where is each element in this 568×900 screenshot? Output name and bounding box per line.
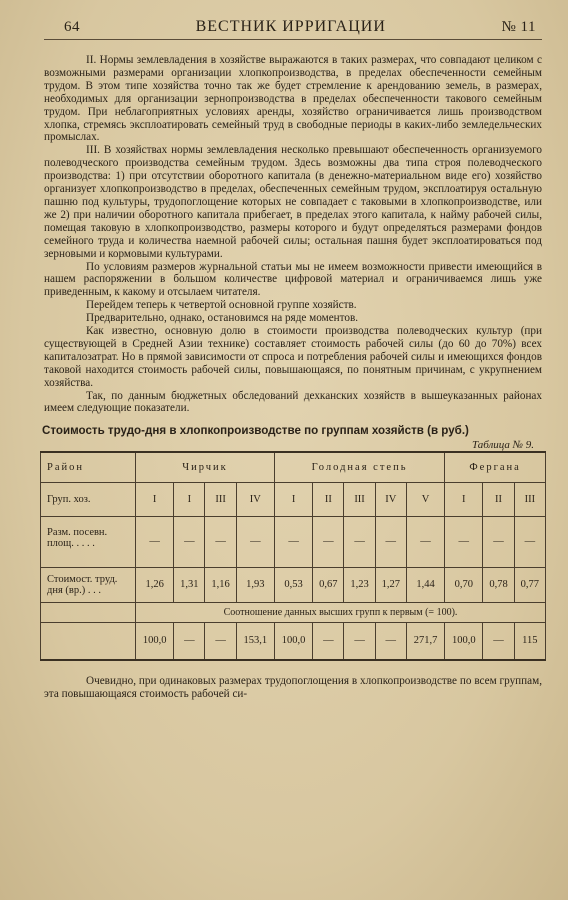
paragraph: Перейдем теперь к четвертой основной группе хозяйств. (86, 299, 357, 312)
area-cell: — (406, 516, 444, 567)
region-golodnaya: Голодная степь (274, 452, 444, 482)
cost-cell: 0,78 (483, 567, 514, 602)
area-cell: — (313, 516, 344, 567)
cost-cell: 1,23 (344, 567, 375, 602)
page-header (44, 18, 542, 40)
area-cell: — (136, 516, 174, 567)
ratio-cell: — (375, 622, 406, 660)
ratio-cell: — (205, 622, 236, 660)
cost-cell: 0,70 (445, 567, 483, 602)
cost-cell: 1,31 (174, 567, 205, 602)
cost-cell: 1,93 (236, 567, 274, 602)
cost-cell: 1,26 (136, 567, 174, 602)
paragraph: II. Нормы землевладения в хозяйстве выражаются в таких размерах, что совпадают целиком с возможными размерами организации хлопкопроизводства, в пределах обеспеченности семейным трудом. В этом типе хозяйства точно так же будет стремление к арендованию земель, в размерах, необходимых для организации зернопроизводства в пределах обеспеченности такового семейным трудом. При неблагоприятных условиях аренды, хозяйство ограничивается лишь производством хлопка, стремясь эксплоатировать семейный труд в свободные периоды в каких-либо земледельческих промыслах. (44, 54, 542, 144)
journal-title: ВЕСТНИК ИРРИГАЦИИ (195, 18, 386, 35)
ratio-blank (41, 602, 136, 622)
area-cell: — (483, 516, 514, 567)
cost-cell: 0,53 (274, 567, 312, 602)
paragraph: По условиям размеров журнальной статьи мы не имеем возможности привести имеющийся в нашем распоряжении в большом количестве цифровой материал и ограничиваемся лишь уже приведенным, к какому и отсылаем читателя. (44, 260, 542, 299)
area-cell: — (344, 516, 375, 567)
area-cell: — (274, 516, 312, 567)
area-cell: — (174, 516, 205, 567)
region-chirchik: Чирчик (136, 452, 275, 482)
group-label: Груп. хоз. (41, 482, 136, 516)
table-row (41, 516, 546, 567)
paragraph: Очевидно, при одинаковых размерах трудопоглощения в хлопкопроизводстве по всем группам, эта повышающаяся стоимость рабочей си- (44, 674, 542, 701)
ratio-note: Соотношение данных высших групп к первым (= 100). (136, 602, 546, 622)
area-cell: — (514, 516, 545, 567)
table-number: Таблица № 9. (471, 439, 534, 452)
group-cell: I (274, 482, 312, 516)
table-row (41, 567, 546, 602)
group-cell: III (344, 482, 375, 516)
ratio-cell: — (344, 622, 375, 660)
ratio-cell: 100,0 (136, 622, 174, 660)
ratio-row-label (41, 622, 136, 660)
area-cell: — (236, 516, 274, 567)
page-number: 64 (64, 19, 80, 35)
table-caption: Стоимость трудо-дня в хлопкопроизводстве по группам хозяйств (в руб.) (42, 424, 469, 438)
closing-text (44, 675, 542, 702)
table-row (41, 602, 546, 622)
ratio-cell: — (174, 622, 205, 660)
paragraph: III. В хозяйствах нормы землевладения несколько превышают обеспеченность организуемого полеводческого производства семейным трудом. Здесь возможны два типа строя полеводческого производства: 1) при отсутствии оборотного капитала (в денежно-материальном виде его) хозяйство организует хлопкопроизводство в пределах, обеспеченных семейным трудом, эксплоатируя остальную пашню под культуры, трудопоглощение которых не совпадает с таковыми в хлопкопроизводстве, или же 2) при наличии оборотного капитала прибегает, в пределах этого капитала, к найму рабочей силы, помещая таковую в хлопкопроизводство, размеры которого и будут определяться размерами фондов семейного труда и количества наемной рабочей силы; остальная пашня будет эксплоатироваться под зерновыми и кормовыми культурами. (44, 144, 542, 260)
table-row (41, 482, 546, 516)
group-cell: I (136, 482, 174, 516)
group-cell: I (445, 482, 483, 516)
cost-cell: 1,16 (205, 567, 236, 602)
group-cell: III (205, 482, 236, 516)
region-fergana: Фергана (445, 452, 546, 482)
cost-cell: 1,27 (375, 567, 406, 602)
table-row (41, 622, 546, 660)
cost-cell: 0,67 (313, 567, 344, 602)
ratio-cell: 271,7 (406, 622, 444, 660)
region-label: Район (41, 452, 136, 482)
paragraph: Предварительно, однако, остановимся на ряде моментов. (86, 312, 359, 325)
row-area-label: Разм. посевн. площ. . . . . (41, 516, 136, 567)
body-text (44, 54, 542, 415)
group-cell: III (514, 482, 545, 516)
ratio-cell: 100,0 (445, 622, 483, 660)
area-cell: — (375, 516, 406, 567)
area-cell: — (445, 516, 483, 567)
ratio-cell: 115 (514, 622, 545, 660)
cost-cell: 1,44 (406, 567, 444, 602)
group-cell: II (483, 482, 514, 516)
table-row (41, 452, 546, 482)
group-cell: V (406, 482, 444, 516)
group-cell: II (313, 482, 344, 516)
paragraph: Как известно, основную долю в стоимости производства полеводческих культур (при существующей в Средней Азии технике) составляет стоимость рабочей силы (до 60 до 70%) всех капиталозатрат. Но в прямой зависимости от спроса и потребления рабочей силы и имеющихся фондов таковой находится стоимость рабочей силы, повышающаяся, по понятным причинам, с укрупнением хозяйства. (44, 325, 542, 389)
ratio-cell: — (313, 622, 344, 660)
paragraph: Так, по данным бюджетных обследований дехканских хозяйств в вышеуказанных районах имеем следующие показатели. (44, 389, 542, 415)
group-cell: IV (375, 482, 406, 516)
cost-cell: 0,77 (514, 567, 545, 602)
data-table (40, 451, 546, 661)
row-cost-label: Стоимост. труд. дня (вр.) . . . (41, 567, 136, 602)
area-cell: — (205, 516, 236, 567)
group-cell: IV (236, 482, 274, 516)
issue-number: № 11 (501, 19, 536, 35)
group-cell: I (174, 482, 205, 516)
ratio-cell: 153,1 (236, 622, 274, 660)
ratio-cell: — (483, 622, 514, 660)
ratio-cell: 100,0 (274, 622, 312, 660)
